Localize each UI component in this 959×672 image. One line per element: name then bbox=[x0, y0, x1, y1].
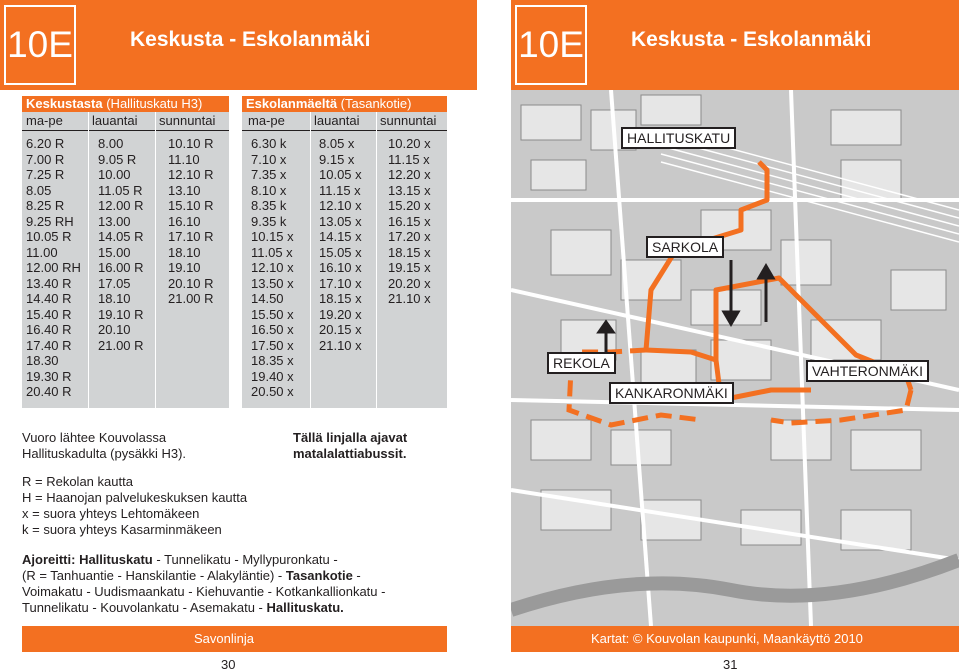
map-label-vahteronmaki: VAHTERONMÄKI bbox=[806, 360, 929, 382]
departures-sunnuntai-outbound: 10.10 R 11.10 12.10 R 13.10 15.10 R 16.10 17.10 R 18.10 19.10 20.10 R 21.00 R bbox=[168, 136, 214, 306]
page-number: 30 bbox=[221, 657, 236, 672]
low-floor-note: Tällä linjalla ajavat matalalattiabussit. bbox=[293, 430, 408, 461]
departures-mape-return: 6.30 k 7.10 x 7.35 x 8.10 x 8.35 k 9.35 k 10.15 x 11.05 x 12.10 x 13.50 x 14.50 15.50 x 16.50 x 17.50 x 18.35 x 19.40 x 20.50 x bbox=[251, 136, 294, 399]
left-page bbox=[0, 0, 477, 672]
departures-lauantai-outbound: 8.00 9.05 R 10.00 11.05 R 12.00 R 13.00 14.05 R 15.00 16.00 R 17.05 18.10 19.10 R 20.10 21.00 R bbox=[98, 136, 144, 353]
map-credit: Kartat: © Kouvolan kaupunki, Maankäyttö 2010 bbox=[591, 631, 863, 646]
route-name: Keskusta - Eskolanmäki bbox=[631, 28, 872, 51]
col-header-lauantai-1: lauantai bbox=[92, 113, 138, 128]
credit-footer bbox=[511, 626, 959, 652]
departures-lauantai-return: 8.05 x 9.15 x 10.05 x 11.15 x 12.10 x 13.05 x 14.15 x 15.05 x 16.10 x 17.10 x 18.15 x 19.20 x 20.15 x 21.10 x bbox=[319, 136, 362, 353]
departure-note: Vuoro lähtee Kouvolassa Hallituskadulta (pysäkki H3). bbox=[22, 430, 187, 461]
column-divider bbox=[376, 112, 377, 408]
operator-footer bbox=[22, 626, 447, 652]
col-header-lauantai-2: lauantai bbox=[314, 113, 360, 128]
route-number-badge: 10E bbox=[515, 5, 587, 85]
page-number: 31 bbox=[723, 657, 738, 672]
route-stop-bold: Hallituskatu bbox=[79, 552, 153, 567]
route-segment: - Tunnelikatu - Myllypuronkatu - (R = Tanhuantie - Hanskilantie - Alakyläntie) - bbox=[22, 552, 338, 583]
col-header-sunnuntai-2: sunnuntai bbox=[380, 113, 437, 128]
route-name: Keskusta - Eskolanmäki bbox=[130, 28, 371, 51]
route-stop-bold: Tasankotie bbox=[285, 568, 353, 583]
departures-mape-outbound: 6.20 R 7.00 R 7.25 R 8.05 8.25 R 9.25 RH 10.05 R 11.00 12.00 RH 13.40 R 14.40 R 15.40 R 16.40 R 17.40 R 18.30 19.30 R 20.40 R bbox=[26, 136, 81, 399]
col-header-mape-2: ma-pe bbox=[248, 113, 285, 128]
route-description: Ajoreitti: Hallituskatu - Tunnelikatu - Myllypuronkatu - (R = Tanhuantie - Hanskilantie - Alakyläntie) - Tasankotie - Voimakatu - Uudismaankatu - Kiehuvantie - Kotkankallionkatu - Tunnelikatu - Kouvolankatu - Asemakatu - Hallituskatu. bbox=[22, 552, 386, 615]
route-header bbox=[511, 0, 959, 90]
col-header-sunnuntai-1: sunnuntai bbox=[159, 113, 216, 128]
map-label-hallituskatu: HALLITUSKATU bbox=[621, 127, 736, 149]
map-label-rekola: REKOLA bbox=[547, 352, 616, 374]
column-divider bbox=[310, 112, 311, 408]
route-header bbox=[0, 0, 477, 90]
timetable-return-header: Eskolanmäeltä (Tasankotie) bbox=[242, 96, 447, 112]
column-divider bbox=[88, 112, 89, 408]
route-map bbox=[511, 90, 959, 626]
column-divider bbox=[155, 112, 156, 408]
timetable-outbound-header: Keskustasta (Hallituskatu H3) bbox=[22, 96, 229, 112]
route-segment: - Voimakatu - Uudismaankatu - Kiehuvantie - Kotkankallionkatu - Tunnelikatu - Kouvolankatu - Asemakatu - bbox=[22, 568, 386, 615]
route-number-badge: 10E bbox=[4, 5, 76, 85]
symbol-legend: R = Rekolan kautta H = Haanojan palvelukeskuksen kautta x = suora yhteys Lehtomäkeen k = suora yhteys Kasarminmäkeen bbox=[22, 474, 248, 537]
col-header-mape-1: ma-pe bbox=[26, 113, 63, 128]
map-label-sarkola: SARKOLA bbox=[646, 236, 724, 258]
departures-sunnuntai-return: 10.20 x 11.15 x 12.20 x 13.15 x 15.20 x 16.15 x 17.20 x 18.15 x 19.15 x 20.20 x 21.10 x bbox=[388, 136, 431, 306]
operator-name: Savonlinja bbox=[194, 631, 254, 646]
route-stop-bold: Hallituskatu. bbox=[266, 600, 344, 615]
map-label-kankaronmaki: KANKARONMÄKI bbox=[609, 382, 734, 404]
